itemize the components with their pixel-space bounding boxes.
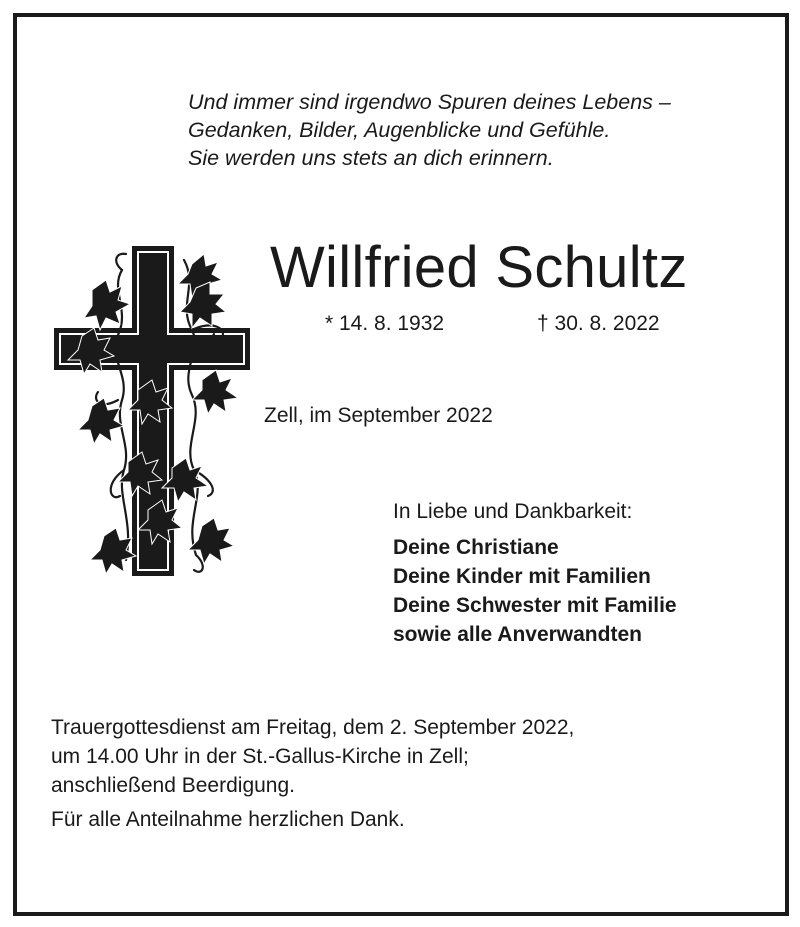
service-line-2: um 14.00 Uhr in der St.-Gallus-Kirche in Zell;: [51, 745, 469, 768]
cross-with-ivy-icon: [52, 240, 252, 580]
poem-line-3: Sie werden uns stets an dich erinnern.: [188, 146, 554, 170]
memorial-poem: [188, 88, 671, 172]
mourner-line: Deine Schwester mit Familie: [393, 594, 677, 617]
service-line-1: Trauergottesdienst am Freitag, dem 2. September 2022,: [51, 716, 575, 739]
funeral-service-info: [51, 713, 574, 800]
poem-line-1: Und immer sind irgendwo Spuren deines Lebens –: [188, 90, 671, 114]
service-line-3: anschließend Beerdigung.: [51, 774, 296, 797]
deceased-name: Willfried Schultz: [270, 235, 688, 300]
mourners-list: [393, 533, 677, 649]
place-and-date: Zell, im September 2022: [264, 404, 493, 427]
mourner-line: sowie alle Anverwandten: [393, 623, 642, 646]
death-date: † 30. 8. 2022: [537, 312, 660, 335]
poem-line-2: Gedanken, Bilder, Augenblicke und Gefühle.: [188, 118, 611, 142]
thanks-intro: In Liebe und Dankbarkeit:: [393, 500, 633, 523]
mourner-line: Deine Kinder mit Familien: [393, 565, 651, 588]
birth-date: * 14. 8. 1932: [325, 312, 445, 335]
closing-thanks: Für alle Anteilnahme herzlichen Dank.: [51, 808, 405, 831]
mourner-line: Deine Christiane: [393, 536, 559, 559]
